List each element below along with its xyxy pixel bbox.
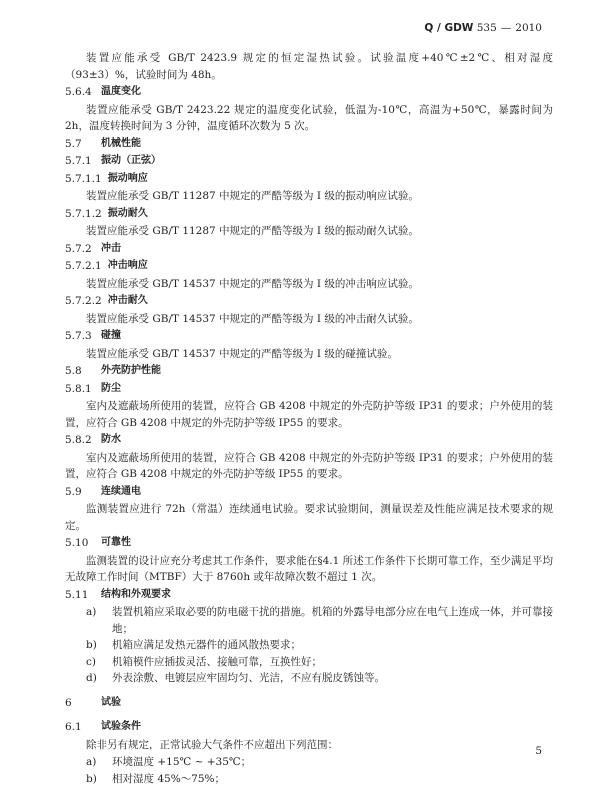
section-number: 5.7.1.2 xyxy=(65,206,108,223)
paragraph: 监测装置的设计应充分考虑其工作条件，要求能在§4.1 所述工作条件下长期可靠工作，至少满足平均无故障工作时间（MTBF）大于 8760h 或年故障次数不超过 1 次。 xyxy=(65,553,553,586)
section-heading xyxy=(65,84,553,101)
section-heading xyxy=(65,381,553,398)
section-title: 外壳防护性能 xyxy=(101,363,161,380)
section-heading xyxy=(65,153,553,170)
page-header xyxy=(424,22,542,34)
section-heading xyxy=(65,293,553,310)
section-number: 5.8.2 xyxy=(65,432,101,449)
section-title: 冲击耐久 xyxy=(108,293,148,310)
section-number: 5.7.1 xyxy=(65,153,101,170)
section-heading xyxy=(65,719,553,736)
paragraph: 装置应能承受 GB/T 2423.22 规定的温度变化试验，低温为-10℃，高温为+50℃，暴露时间为 2h，温度转换时间为 3 分钟，温度循环次数为 5 次。 xyxy=(65,102,553,135)
list-item xyxy=(65,754,553,771)
section-heading xyxy=(65,484,553,501)
list-item xyxy=(65,670,553,687)
standard-code: Q / GDW xyxy=(424,22,473,34)
list-marker: b) xyxy=(86,637,112,654)
paragraph: 装置应能承受 GB/T 14537 中规定的严酷等级为 I 级的碰撞试验。 xyxy=(65,346,553,363)
paragraph: 装置应能承受 GB/T 11287 中规定的严酷等级为 I 级的振动响应试验。 xyxy=(65,188,553,205)
section-title: 振动耐久 xyxy=(108,206,148,223)
section-number: 5.11 xyxy=(65,587,101,604)
list-text: 机箱模件应插拔灵活、接触可靠，互换性好； xyxy=(112,654,553,671)
list-text: 外表涂敷、电镀层应牢固均匀、光洁，不应有脱皮锈蚀等。 xyxy=(112,670,553,687)
section-number: 5.6.4 xyxy=(65,84,101,101)
list-item xyxy=(65,637,553,654)
section-title: 结构和外观要求 xyxy=(101,587,171,604)
section-number: 5.7.3 xyxy=(65,328,101,345)
paragraph: 除非另有规定，正常试验大气条件不应超出下列范围： xyxy=(65,737,553,754)
section-number: 5.7.2.2 xyxy=(65,293,108,310)
paragraph: 装置应能承受 GB/T 14537 中规定的严酷等级为 I 级的冲击响应试验。 xyxy=(65,276,553,293)
section-title: 防水 xyxy=(101,432,121,449)
section-number: 5.7.1.1 xyxy=(65,171,108,188)
section-heading xyxy=(65,432,553,449)
section-heading xyxy=(65,241,553,258)
list-text: 相对湿度 45%～75%； xyxy=(112,771,553,787)
section-heading xyxy=(65,328,553,345)
paragraph: 装置应能承受 GB/T 11287 中规定的严酷等级为 I 级的振动耐久试验。 xyxy=(65,223,553,240)
section-number: 5.7.2.1 xyxy=(65,258,108,275)
section-heading xyxy=(65,258,553,275)
section-number: 6.1 xyxy=(65,719,101,736)
section-title: 试验条件 xyxy=(101,719,141,736)
section-number: 5.9 xyxy=(65,484,101,501)
section-title: 振动（正弦） xyxy=(101,153,161,170)
list-marker: a) xyxy=(86,604,112,637)
section-heading xyxy=(65,695,553,712)
list-item xyxy=(65,604,553,637)
list-text: 机箱应满足发热元器件的通风散热要求； xyxy=(112,637,553,654)
page-number: 5 xyxy=(535,745,542,757)
section-number: 5.8.1 xyxy=(65,381,101,398)
section-heading xyxy=(65,206,553,223)
section-title: 温度变化 xyxy=(101,84,141,101)
section-title: 冲击 xyxy=(101,241,121,258)
paragraph: 室内及遮蔽场所使用的装置，应符合 GB 4208 中规定的外壳防护等级 IP31 的要求；户外使用的装置，应符合 GB 4208 中规定的外壳防护等级 IP55 的要求。 xyxy=(65,398,553,431)
section-heading xyxy=(65,171,553,188)
section-title: 振动响应 xyxy=(108,171,148,188)
section-number: 6 xyxy=(65,695,101,712)
section-title: 碰撞 xyxy=(101,328,121,345)
section-title: 防尘 xyxy=(101,381,121,398)
paragraph: 室内及遮蔽场所使用的装置，应符合 GB 4208 中规定的外壳防护等级 IP31 的要求；户外使用的装置，应符合 GB 4208 中规定的外壳防护等级 IP55 的要求。 xyxy=(65,450,553,483)
section-number: 5.7.2 xyxy=(65,241,101,258)
section-number: 5.10 xyxy=(65,535,101,552)
section-number: 5.7 xyxy=(65,136,101,153)
list-marker: d) xyxy=(86,670,112,687)
section-title: 冲击响应 xyxy=(108,258,148,275)
standard-number: 535 xyxy=(477,22,497,34)
section-title: 试验 xyxy=(101,695,121,712)
section-heading xyxy=(65,535,553,552)
paragraph: 装置应能承受 GB/T 14537 中规定的严酷等级为 I 级的冲击耐久试验。 xyxy=(65,311,553,328)
list-text: 装置机箱应采取必要的防电磁干扰的措施。机箱的外露导电部分应在电气上连成一体，并可靠接地； xyxy=(112,604,553,637)
list-marker: b) xyxy=(86,771,112,787)
list-item xyxy=(65,654,553,671)
standard-year: 2010 xyxy=(515,22,542,34)
section-number: 5.8 xyxy=(65,363,101,380)
document-body xyxy=(65,50,553,787)
list-text: 环境温度 +15℃ ~ +35℃； xyxy=(112,754,553,771)
section-heading xyxy=(65,587,553,604)
section-title: 机械性能 xyxy=(101,136,141,153)
header-dash: — xyxy=(501,22,512,34)
section-heading xyxy=(65,363,553,380)
paragraph: 监测装置应进行 72h（常温）连续通电试验。要求试验期间，测量误差及性能应满足技术要求的规定。 xyxy=(65,501,553,534)
section-title: 连续通电 xyxy=(101,484,141,501)
list-marker: c) xyxy=(86,654,112,671)
list-marker: a) xyxy=(86,754,112,771)
section-title: 可靠性 xyxy=(101,535,131,552)
section-heading xyxy=(65,136,553,153)
paragraph: 装置应能承受 GB/T 2423.9 规定的恒定湿热试验。试验温度+40℃±2℃、相对湿度（93±3）%，试验时间为 48h。 xyxy=(65,50,553,83)
